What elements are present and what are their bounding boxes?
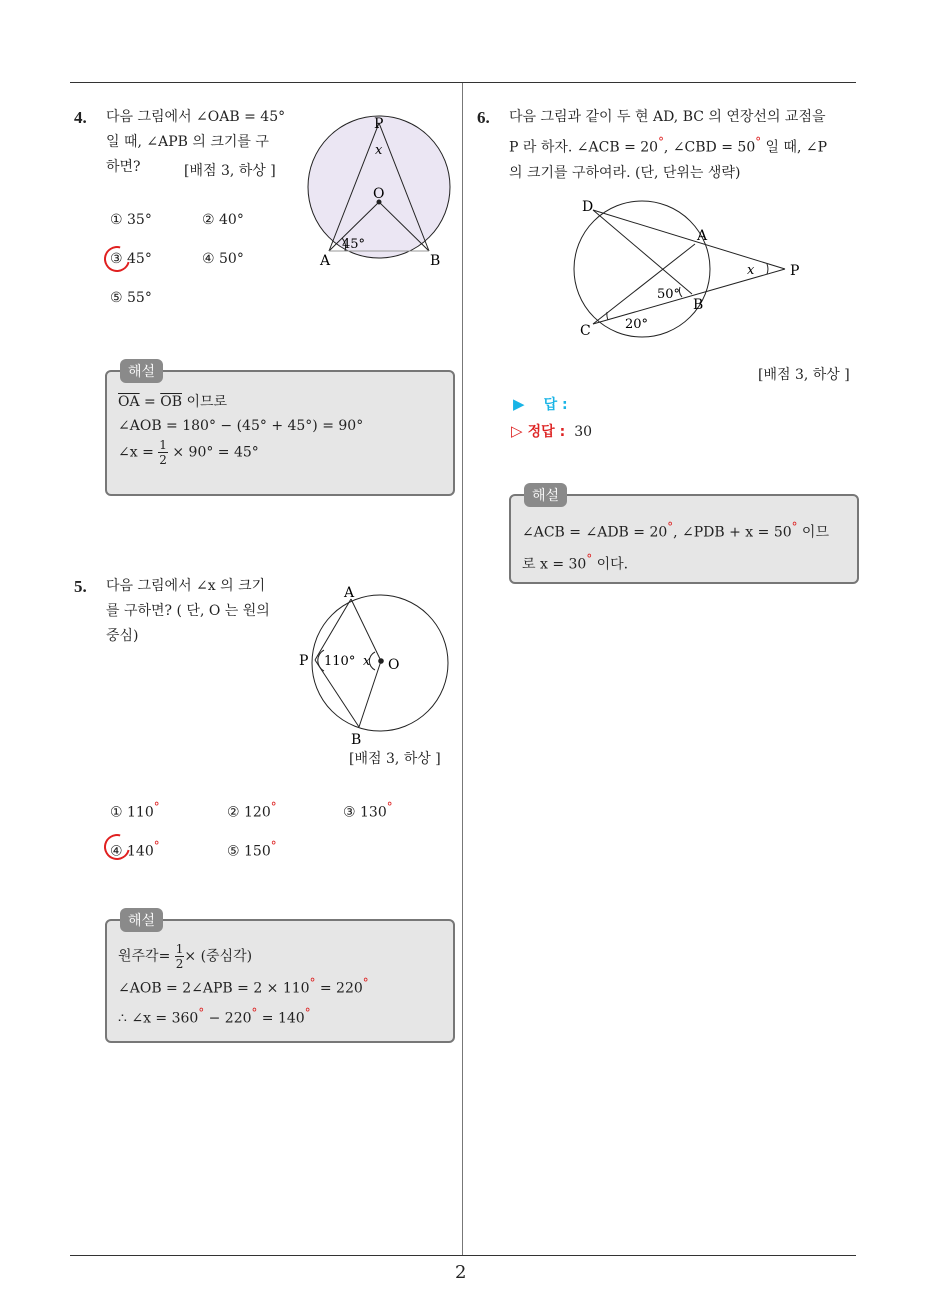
q5-number: 5.: [74, 577, 87, 596]
q6-solution-tag: 해설: [524, 483, 567, 507]
q6-score: [배점 3, 하상 ]: [758, 367, 850, 383]
q5-solution: [118, 942, 448, 1030]
fraction: $\frac{1}{2}$: [159, 438, 167, 467]
q6-answer-row: [513, 394, 568, 414]
q6-number: 6.: [477, 108, 490, 127]
q4-solution-line3: ∠x = $\frac{1}{2}$ × 90° = 45°: [118, 438, 259, 467]
q4-solution-tag: 해설: [120, 359, 163, 383]
q4-label-o: O: [373, 186, 385, 202]
q6-label-50: 50°: [657, 287, 681, 302]
fraction: $\frac{1}{2}$: [175, 942, 184, 971]
q6-text: [509, 105, 869, 186]
q4-label-p: P: [374, 116, 384, 132]
q6-label-c: C: [580, 323, 591, 339]
q4-label-x: x: [375, 143, 383, 158]
q5-choice-2[interactable]: ② 120°: [227, 800, 277, 821]
q6-line3: 의 크기를 구하여라. (단, 단위는 생략): [509, 164, 741, 181]
q6-line1: 다음 그림과 같이 두 현 AD, BC 의 연장선의 교점을: [509, 109, 826, 125]
q6-solution-line1: ∠ACB = ∠ADB = 20°, ∠PDB + x = 50° 이므: [522, 520, 829, 541]
q5-line1: 다음 그림에서 ∠x 의 크기: [106, 578, 266, 594]
q4-solution-line2: ∠AOB = 180° − (45° + 45°) = 90°: [118, 418, 364, 434]
q6-answer-label: 답 :: [543, 397, 568, 413]
q6-correct-value: 30: [574, 424, 593, 440]
q6-label-a: A: [697, 228, 708, 244]
q4-label-b: B: [430, 253, 441, 269]
q6-line2: P 라 하자. ∠ACB = 20°, ∠CBD = 50° 일 때, ∠P: [509, 135, 828, 156]
answer-arrow-icon: ▶: [513, 395, 525, 413]
q6-solution-line2: 로 x = 30° 이다.: [522, 551, 629, 573]
q5-label-b: B: [351, 732, 362, 748]
q5-label-x: x: [363, 654, 371, 669]
q4-choice-1[interactable]: ① 35°: [110, 212, 152, 228]
q4-answer-mark: [99, 241, 135, 277]
q6-correct-label: 정답 :: [527, 424, 566, 440]
q5-solution-line1: 원주각= $\frac{1}{2}$ × (중심각): [118, 942, 253, 971]
q4-solution-line1: $\overline{OA} = \overline{OB}$ 이므로: [118, 394, 228, 410]
q4-label-a: A: [320, 253, 331, 269]
q6-label-p: P: [790, 263, 800, 279]
q4-choice-2[interactable]: ② 40°: [202, 212, 244, 228]
top-rule: [70, 82, 856, 83]
q4-choice-5[interactable]: ⑤ 55°: [110, 290, 152, 306]
q5-solution-tag: 해설: [120, 908, 163, 932]
q6-label-20: 20°: [625, 317, 649, 332]
q5-label-a: A: [344, 585, 355, 601]
q4-label-angle: 45°: [342, 237, 366, 252]
q5-score: [배점 3, 하상 ]: [349, 751, 441, 767]
q5-choice-4[interactable]: ④ 140°: [110, 839, 160, 860]
q4-solution: [118, 390, 448, 467]
q5-text: [106, 574, 296, 649]
q6-label-d: D: [582, 199, 594, 215]
q4-choice-3[interactable]: ③ 45°: [110, 251, 152, 267]
q6-correct-row: [511, 421, 592, 441]
bottom-rule: [70, 1255, 856, 1256]
q4-choice-4[interactable]: ④ 50°: [202, 251, 244, 267]
q5-solution-line3: ∴ ∠x = 360° − 220° = 140°: [118, 1005, 311, 1027]
q6-figure: [560, 192, 820, 342]
q5-solution-line2: ∠AOB = 2∠APB = 2 × 110° = 220°: [118, 976, 369, 997]
q4-number: 4.: [74, 108, 87, 127]
q5-choice-3[interactable]: ③ 130°: [343, 800, 393, 821]
q5-label-angle: 110°: [324, 654, 356, 669]
page-number: 2: [455, 1262, 467, 1283]
correct-arrow-icon: ▷: [511, 422, 523, 440]
q6-solution: [522, 514, 852, 577]
q4-score: [배점 3, 하상 ]: [184, 163, 276, 179]
q6-label-b: B: [693, 297, 704, 313]
q5-figure: [295, 580, 460, 750]
q5-line3: 중심): [106, 628, 139, 644]
q6-label-x: x: [747, 263, 755, 278]
q4-figure: [300, 110, 465, 270]
q4-line1: 다음 그림에서 ∠OAB = 45°: [106, 109, 286, 125]
q5-label-p: P: [299, 653, 309, 669]
q5-label-o: O: [388, 657, 400, 673]
q4-line3: 하면?: [106, 159, 141, 175]
q4-line2: 일 때, ∠APB 의 크기를 구: [106, 134, 269, 150]
q5-line2: 를 구하면? ( 단, O 는 원의: [106, 603, 270, 619]
q5-choice-5[interactable]: ⑤ 150°: [227, 839, 277, 860]
q5-choice-1[interactable]: ① 110°: [110, 800, 160, 821]
